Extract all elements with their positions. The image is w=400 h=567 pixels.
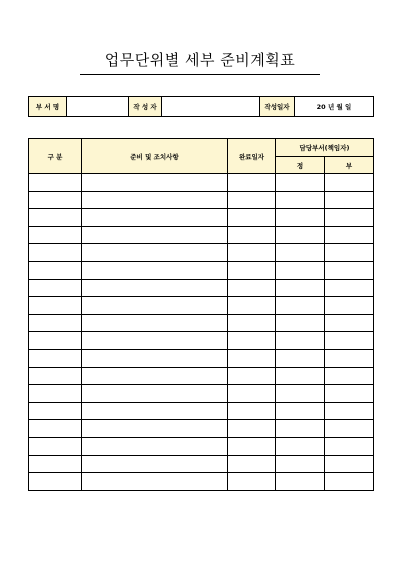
- table-row: [29, 191, 374, 209]
- primary-cell[interactable]: [276, 244, 325, 262]
- done-date-cell[interactable]: [228, 226, 276, 244]
- done-date-cell[interactable]: [228, 314, 276, 332]
- table-row: [29, 244, 374, 262]
- category-cell[interactable]: [29, 385, 82, 403]
- category-cell[interactable]: [29, 402, 82, 420]
- table-row: [29, 420, 374, 438]
- actions-cell[interactable]: [82, 402, 228, 420]
- actions-cell[interactable]: [82, 244, 228, 262]
- category-cell[interactable]: [29, 226, 82, 244]
- actions-cell[interactable]: [82, 420, 228, 438]
- category-cell[interactable]: [29, 209, 82, 227]
- secondary-cell[interactable]: [325, 402, 374, 420]
- secondary-cell[interactable]: [325, 226, 374, 244]
- secondary-cell[interactable]: [325, 261, 374, 279]
- actions-cell[interactable]: [82, 455, 228, 473]
- actions-cell[interactable]: [82, 261, 228, 279]
- secondary-cell[interactable]: [325, 314, 374, 332]
- primary-cell[interactable]: [276, 437, 325, 455]
- secondary-cell[interactable]: [325, 385, 374, 403]
- done-date-cell[interactable]: [228, 420, 276, 438]
- table-row: [29, 297, 374, 315]
- actions-cell[interactable]: [82, 191, 228, 209]
- secondary-cell[interactable]: [325, 332, 374, 350]
- author-field[interactable]: [162, 97, 260, 117]
- secondary-cell[interactable]: [325, 349, 374, 367]
- category-cell[interactable]: [29, 261, 82, 279]
- secondary-cell[interactable]: [325, 209, 374, 227]
- category-cell[interactable]: [29, 174, 82, 192]
- actions-cell[interactable]: [82, 385, 228, 403]
- primary-cell[interactable]: [276, 279, 325, 297]
- actions-cell[interactable]: [82, 209, 228, 227]
- done-date-cell[interactable]: [228, 191, 276, 209]
- table-row: [29, 314, 374, 332]
- done-date-cell[interactable]: [228, 279, 276, 297]
- category-cell[interactable]: [29, 314, 82, 332]
- done-date-cell[interactable]: [228, 244, 276, 262]
- actions-cell[interactable]: [82, 314, 228, 332]
- secondary-cell[interactable]: [325, 473, 374, 491]
- header-category: 구 분: [29, 139, 82, 174]
- done-date-cell[interactable]: [228, 174, 276, 192]
- table-row: [29, 261, 374, 279]
- date-field[interactable]: 20 년 월 일: [295, 97, 374, 117]
- table-row: [29, 209, 374, 227]
- table-row: [29, 349, 374, 367]
- secondary-cell[interactable]: [325, 191, 374, 209]
- header-primary: 정: [276, 157, 325, 174]
- secondary-cell[interactable]: [325, 420, 374, 438]
- primary-cell[interactable]: [276, 349, 325, 367]
- table-row: [29, 385, 374, 403]
- done-date-cell[interactable]: [228, 473, 276, 491]
- secondary-cell[interactable]: [325, 279, 374, 297]
- primary-cell[interactable]: [276, 314, 325, 332]
- done-date-cell[interactable]: [228, 349, 276, 367]
- done-date-cell[interactable]: [228, 402, 276, 420]
- table-row: [29, 279, 374, 297]
- plan-table: [28, 138, 374, 491]
- date-label: 작성일자: [260, 97, 295, 117]
- category-cell[interactable]: [29, 279, 82, 297]
- secondary-cell[interactable]: [325, 244, 374, 262]
- primary-cell[interactable]: [276, 174, 325, 192]
- primary-cell[interactable]: [276, 420, 325, 438]
- title-underline: [80, 74, 320, 75]
- category-cell[interactable]: [29, 437, 82, 455]
- plan-table-body: [29, 174, 374, 491]
- table-row: [29, 402, 374, 420]
- primary-cell[interactable]: [276, 226, 325, 244]
- primary-cell[interactable]: [276, 385, 325, 403]
- dept-label: 부 서 명: [29, 97, 67, 117]
- actions-cell[interactable]: [82, 367, 228, 385]
- secondary-cell[interactable]: [325, 455, 374, 473]
- done-date-cell[interactable]: [228, 261, 276, 279]
- table-row: [29, 437, 374, 455]
- category-cell[interactable]: [29, 332, 82, 350]
- category-cell[interactable]: [29, 455, 82, 473]
- info-table: [28, 96, 374, 117]
- done-date-cell[interactable]: [228, 297, 276, 315]
- secondary-cell[interactable]: [325, 367, 374, 385]
- category-cell[interactable]: [29, 191, 82, 209]
- actions-cell[interactable]: [82, 279, 228, 297]
- table-row: [29, 332, 374, 350]
- category-cell[interactable]: [29, 367, 82, 385]
- actions-cell[interactable]: [82, 226, 228, 244]
- actions-cell[interactable]: [82, 297, 228, 315]
- done-date-cell[interactable]: [228, 437, 276, 455]
- secondary-cell[interactable]: [325, 174, 374, 192]
- primary-cell[interactable]: [276, 191, 325, 209]
- actions-cell[interactable]: [82, 473, 228, 491]
- actions-cell[interactable]: [82, 174, 228, 192]
- table-row: [29, 174, 374, 192]
- primary-cell[interactable]: [276, 332, 325, 350]
- document-title: 업무단위별 세부 준비계획표: [104, 51, 296, 69]
- primary-cell[interactable]: [276, 367, 325, 385]
- primary-cell[interactable]: [276, 209, 325, 227]
- dept-field[interactable]: [67, 97, 129, 117]
- header-responsible: 담당부서(책임자): [276, 139, 374, 157]
- done-date-cell[interactable]: [228, 455, 276, 473]
- done-date-cell[interactable]: [228, 385, 276, 403]
- category-cell[interactable]: [29, 297, 82, 315]
- table-row: [29, 226, 374, 244]
- secondary-cell[interactable]: [325, 297, 374, 315]
- category-cell[interactable]: [29, 420, 82, 438]
- primary-cell[interactable]: [276, 455, 325, 473]
- primary-cell[interactable]: [276, 297, 325, 315]
- header-secondary: 부: [325, 157, 374, 174]
- table-row: [29, 367, 374, 385]
- category-cell[interactable]: [29, 473, 82, 491]
- category-cell[interactable]: [29, 349, 82, 367]
- done-date-cell[interactable]: [228, 332, 276, 350]
- actions-cell[interactable]: [82, 349, 228, 367]
- header-actions: 준비 및 조치사항: [82, 139, 228, 174]
- actions-cell[interactable]: [82, 332, 228, 350]
- done-date-cell[interactable]: [228, 209, 276, 227]
- table-row: [29, 473, 374, 491]
- category-cell[interactable]: [29, 244, 82, 262]
- author-label: 작 성 자: [129, 97, 162, 117]
- primary-cell[interactable]: [276, 473, 325, 491]
- table-row: [29, 455, 374, 473]
- header-done-date: 완료일자: [228, 139, 276, 174]
- done-date-cell[interactable]: [228, 367, 276, 385]
- secondary-cell[interactable]: [325, 437, 374, 455]
- primary-cell[interactable]: [276, 261, 325, 279]
- actions-cell[interactable]: [82, 437, 228, 455]
- primary-cell[interactable]: [276, 402, 325, 420]
